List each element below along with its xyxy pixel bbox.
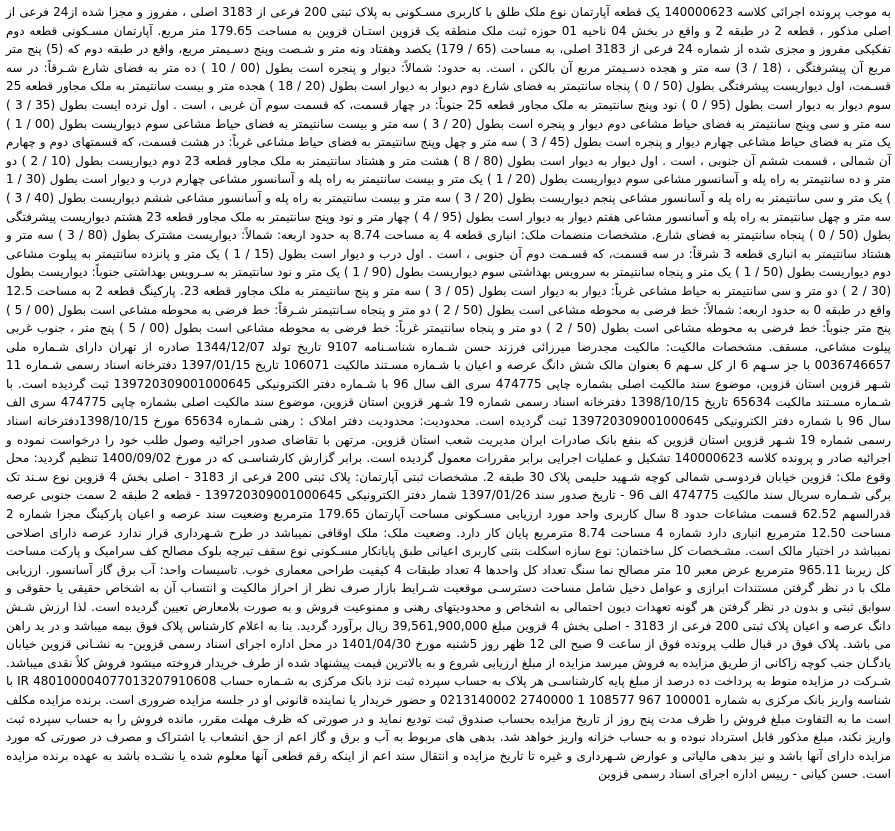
- auction-notice-body: به موجب پرونده اجرائی کلاسه 140000623 یک قطعه آپارتمان نوع ملک طلق با کاربری مسـکونی به پلاک ثبتی 200 فرعی از 3183 اصلی ، مفروز و مجزا شده از24 فرعی از اصلی مذکور ، قطعه 2 در طبقه 2 و واقع در بخش 04 ناحیه 01 حوزه ثبت ملک منطقه یک قزوین استـان قزوین به مساحت 179.65 متر مربع. آپارتمان مسـکونی قطعه دوم تفکیکی مفروز و مجزی شده از شماره 24 فرعی از 3183 اصلی، به مساحت (65 / 179) یکصد وهفتاد ونه متر و شـصت وپنج دسـیمتر مربع، واقع در طبقه دوم که (5) پنج متر مربع آن پیشرفتگی ، (18 / 3) سه متر و هجده دسـیمتر مربع آن بالکن ، است. به حدود: شمالاً: دیوار و پنجره است بطول (00 / 10 ) ده متر به فضای شارع شـرقاً: در سه قسـمت، اول دیواریست پیشرفتگی بطول (50 / 0 ) پنجاه سانتیمتر به فضای شارع دوم دیوار به دیوار است بطول (20 / 18 ) هجده متر و بیست سانتیمتر به ملک مجاور قطعه 25 سوم دیوار به دیوار است بطول (95 / 0 ) نود وپنج سانتیمتر به ملک مجاور قطعه 25 جنوباً: در چهار قسمت، که قسمت سوم آن غربی ، است . اول نرده ایست بطول (35 / 3 ) سه متر و سی وپنج سانتیمتر به فضای حیاط مشاعی دوم دیوار و پنجره است بطول (20 / 3 ) سه متر و بیست سانتیمتر به فضای حیاط مشاعی سوم دیواریست بطول (00 / 1 ) یک متر به فضای حیاط مشاعی چهارم دیوار و پنجره است بطول (45 / 3 ) سه متر و چهل وپنج سانتیمتر به فضای حیاط مشاعی غرباً: در هشت قسمت، که قسمتهای دوم و چهارم آن شمالی ، قسمت ششم آن جنوبی ، است . اول دیوار به دیوار است بطول (80 / 8 ) هشت متر و هشتاد سانتیمتر به ملک مجاور قطعه 23 دوم دیواریست بطول (10 / 2 ) دو متر و ده سانتیمتر به راه پله و آسانسور مشاعی سوم دیواریست بطول (20 / 1 ) یک متر و بیست سانتیمتر به راه پله و آسانسور مشاعی چهارم درب و دیوار است بطول (30 / 1 ) یک متر و سی سانتیمتر به راه پله و آسانسور مشاعی پنجم دیواریست بطول (20 / 3 ) سه متر و بیست سانتیمتر به راه پله و آسانسور مشاعی ششم دیواریست بطول (40 / 3 ) سه متر و چهل سانتیمتر به راه پله و آسانسور مشاعی هفتم دیوار به دیوار است بطول (95 / 4 ) چهار متر و نود وپنج سانتیمتر به ملک مجاور قطعه 23 هشتم دیواریست پیشرفتگی بطول (50 / 0 ) پنجاه سانتیمتر به فضای شارع. مشخصات منضمات ملک: انباری قطعه 4 به مساحت 8.74 به حدود اربعه: شمالاً: دیواریست مشترک بطول (80 / 3 ) سه متر و هشتاد سانتیمتر به انباری قطعه 3 شرقاً: در سه قسمت، که قسـمت دوم آن جنوبی ، است . اول درب و دیوار است بطول (15 / 1 ) یک متر و پانزده سانتیمتر به پیلوت مشاعی دوم دیواریست بطول (50 / 1 ) یک متر و پنجاه سانتیمتر به سرویس بهداشتی سوم دیواریست بطول (90 / 1 ) یک متر و نود سانتیمتر به سـرویس بهداشتی جنوباً: دیواریست بطول (30 / 2 ) دو متر و سی سانتیمتر به حیاط مشاعی غرباً: دیوار به دیوار است بطول (05 / 3 ) سه متر و پنج سانتیمتر به ملک مجاور قطعه 23. پارکینگ قطعه 2 به مساحت 12.5 واقع در طبقه 0 به حدود اربعه: شمالاً: خط فرضی به محوطه مشاعی است بطول (50 / 2 ) دو متر و پنجاه سـانتیمتر شـرقاً: خط فرضی به محوطه مشاعی است بطول (00 / 5 ) پنج متر جنوباً: خط فرضی به محوطه مشاعی است بطول (50 / 2 ) دو متر و پنجاه سانتیمتر غرباً: خط فرضی به محوطه مشاعی است بطول (00 / 5 ) پنج متر ، جنوب غربی پیلوت مشاعی، مسقف. مشخصات مالکیت: مالکیت مجدرضا میرزائی فرزند حسن شـماره شناسـنامه 9107 تاریخ تولد 1344/12/07 صادره از تهران دارای شـماره ملی 0036746657 با جز سـهم 6 از کل سـهم 6 بعنوان مالک شش دانگ عرصه و اعیان با شـماره مسـتند مالکیت 106071 تاریخ 1397/01/15 دفترخانه اسناد رسمی شـماره 11 شـهر قزوین استان قزوین، موضوع سند مالکیت اصلی بشماره چاپی 474775 سری الف سال 96 با شـماره دفتر الکترونیکی 139720309001000645 ثبت گردیده است. با شـماره مسـتند مالکیت 65634 تاریخ 1398/10/15 دفترخانه اسناد رسمی شماره 19 شـهر قزوین استان قزوین، موضوع سند مالکیت اصلی بشماره چاپی 474775 سری الف سال 96 با شماره دفتر الکترونیکی 139720309001000645 ثبت گردیده است. محدودیت: محدودیت دفتر املاک : رهنی شـماره 65634 مورخ 1398/10/15دفترخانه اسناد رسمی شماره 19 شـهر قزوین استان قزوین که بنفع بانک صادرات ایران مدیریت شعب استان قزوین. مرتهن با تقاضای صدور اجرائیه وصول طلب خود را درخواست نموده و اجرائیه صادر و پرونده کلاسه 140000623 تشکیل و عملیات اجرایی برابر مقررات معمول گردیده است. برابر گزارش کارشناسـی که در مورخ 1400/09/02 تنظیم گردید: محل وقوع ملک: قزوین خیابان فردوسـی شمالی کوچه شـهید حلیمی پلاک 30 طبقه 2. مشخصات ثبتی آپارتمان: پلاک ثبتی 200 فرعی از 3183 - اصلی بخش 4 قزوین نوع سـند تک برگی شـماره سریال سند مالکیت 474775 الف 96 - تاریخ صدور سند 1397/01/26 شمار دفتر الکترونیکی 139720309001000645 - قطعه 2 طبقه 2 سمت جنوبی عرصه قدرالسهم 62.52 قسمت مشاعات حدود 8 سال کاربری واحد مورد ارزیابی مسـکونی مساحت آپارتمان 179.65 مترمربع وضعیت سند عرصه و اعیان پارکینگ مجزا شماره 2 مساحت 12.50 مترمربع انباری دارد شماره 4 مساحت 8.74 مترمربع پایان کار دارد. وضعیت ملک: ملک اوقافی نمیباشد در طرح شـهرداری قرار ندارد عرصه دارای اصلاحی نمیباشد در اختیار مالک است. مشـخصات کل ساختمان: نوع سازه اسکلت بتنی کاربری اعیانی طبق پایانکار مسـکونی نوع سقف تیرچه بلوک مصالح کف سرامیک و پارکت مساحت کل زیربنا 965.11 مترمربع عرض معبر 10 متر مصالح نما سنگ تعداد کل واحدها 4 تعداد طبقات 4 کیفیت طراحی معماری خوب. تاسیسات واحد: آب برق گاز آسانسور. ارزیابی ملک با در نظر گرفتن مستندات ابرازی و عوامل دخیل شامل مساحت دسترسـی موقعیت شـرایط بازار صرف نظر از احراز مالکیت و انتساب آن به اشخاص حقیقی یا حقوقی و سوابق ثبتی و بدون در نظر گرفتن هر گونه تعهدات دیون احتمالی به اشخاص و محدودیتهای رهنی و ممنوعیت فروش و به صورت بلامعارض تعیین گردیده است. لذا ارزش شـش دانگ عرصه و اعیان پلاک ثبتی 200 فرعی از 3183 - اصلی بخش 4 قزوین مبلغ 39,561,900,000 ریال برآورد گردید. بنا به اعلام کارشناس پلاک فوق بیمه میباشد و در ید راهن می باشد. پلاک فوق در قبال طلب پرونده فوق از ساعت 9 صبح الی 12 ظهر روز 5شنبه مورخ 1401/04/30 در محل اداره اجرای اسناد رسمی قزوین- به نشـانی قزوین خیابان یادگـان جنب کوچه زاکانی از طریق مزایده به فروش میرسد مزایده از مبلغ ارزیابی شروع و به بالاترین قیمت پیشنهاد شده از طرف خریدار فروخته میشود فروش کلاً نقدی میباشد. شـرکت در مزایده منوط به پرداخت ده درصد از مبلغ پایه کارشناسـی هر پلاک به حساب سپرده ثبت نزد بانک مرکزی به شـماره حساب IR 480100004077013207910608 با شناسه واریز بانک مرکزی به شماره 100001 967 108577 1 2740000 0213140002 و حضور خریدار یا نماینده قانونی او در جلسه مزایده ضروری است. برنده مزایده مکلف است ما به التفاوت مبلغ فروش را ظرف مدت پنج روز از تاریخ مزایده بحساب صندوق ثبت تودیع نماید و در صورتی که ظرف مهلت مقرر، مانده فروش را به حساب سپرده ثبت واریز نکند، مبلغ مذکور قابل استرداد نبوده و به حساب خزانه واریز خواهد شد. بدهی های مربوط به آب و برق و گاز اعم از حق انشعاب یا اشتراک و مصرف در صورتی که مورد مزایده دارای آنها باشد و نیز بدهی مالیاتی و عوارض شـهرداری و غیره تا تاریخ مزایده و انتقال سند اعم از اینکه رقم قطعی آنها معلوم شده یا نشـده باشد به عهده برنده مزایده است. حسن کیانی - رییس اداره اجرای اسناد رسمی قزوین: [6, 5, 892, 782]
